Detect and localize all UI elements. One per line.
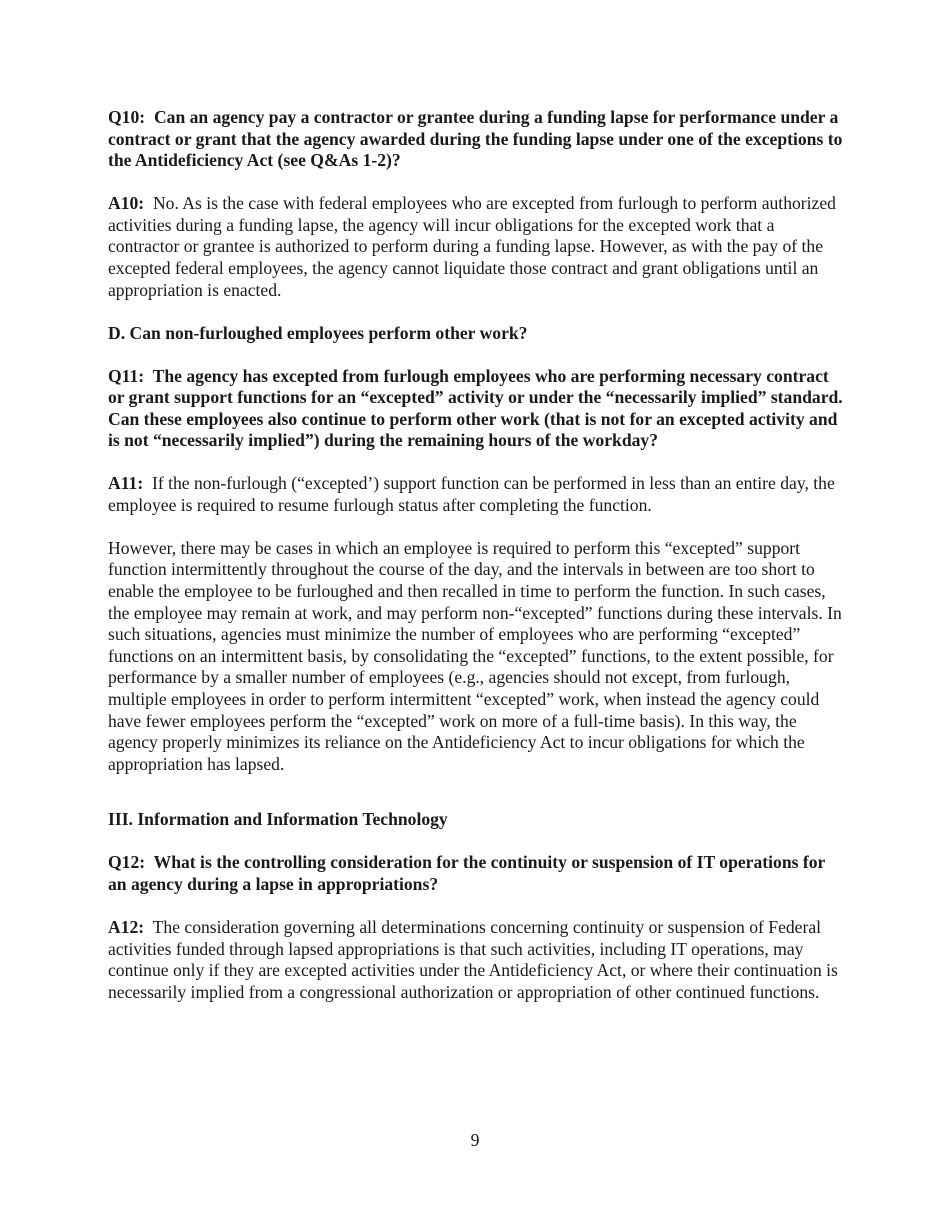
question-q12 — [108, 852, 844, 895]
section-heading-iii: III. Information and Information Technology — [108, 809, 448, 830]
answer-label: A12: — [108, 916, 145, 937]
question-q11 — [108, 366, 844, 452]
answer-text: The consideration governing all determinations concerning continuity or suspension of Federal activities funded through lapsed appropriations is that such activities, including IT operations, may continue only if they are excepted activities under the Antideficiency Act, or where their continuation is necessarily implied from a congressional authorization or appropriation of other continued functions. — [108, 916, 838, 1002]
answer-a11-paragraph-2: However, there may be cases in which an employee is required to perform this “excepted” support function intermittently throughout the course of the day, and the intervals in between are too short to enable the employee to be furloughed and then recalled in time to perform the function. In such cases, the employee may remain at work, and may perform non-“excepted” functions during these intervals. In such situations, agencies must minimize the number of employees who are performing “excepted” functions on an intermittent basis, by consolidating the “excepted” functions, to the extent possible, for performance by a smaller number of employees (e.g., agencies should not except, from furlough, multiple employees in order to perform intermittent “excepted” work, when instead the agency could have fewer employees perform the “excepted” work on more of a full-time basis). In this way, the agency properly minimizes its reliance on the Antideficiency Act to incur obligations for which the appropriation has lapsed. — [108, 537, 842, 774]
answer-a10 — [108, 193, 844, 301]
page-number: 9 — [470, 1130, 480, 1150]
section-heading-d: D. Can non-furloughed employees perform other work? — [108, 322, 528, 343]
question-q10 — [108, 107, 844, 172]
question-text: Can an agency pay a contractor or grantee during a funding lapse for performance under a contract or grant that the agency awarded during the funding lapse under one of the exceptions to the Antideficiency Act (see Q&As 1-2)? — [108, 107, 843, 171]
question-label: Q11: — [108, 365, 145, 386]
question-label: Q12: — [108, 852, 146, 873]
answer-a12 — [108, 917, 844, 1003]
answer-text: If the non-furlough (“excepted’) support function can be performed in less than an entire day, the employee is required to resume furlough status after completing the function. — [108, 473, 835, 515]
question-label: Q10: — [108, 107, 146, 127]
question-text: What is the controlling consideration for the continuity or suspension of IT operations for an agency during a lapse in appropriations? — [108, 852, 826, 894]
answer-label: A10: — [108, 193, 145, 214]
answer-label: A11: — [108, 473, 144, 494]
question-text: The agency has excepted from furlough employees who are performing necessary contract or grant support functions for an “excepted” activity or under the “necessarily implied” standard. Can these employees also continue to perform other work (that is not for an excepted activity and is not “necessarily implied”) during the remaining hours of the workday? — [108, 365, 843, 451]
document-page — [108, 107, 844, 1025]
answer-text: No. As is the case with federal employees who are excepted from furlough to perform authorized activities during a funding lapse, the agency will incur obligations for the excepted work that a contractor or grantee is authorized to perform during a funding lapse. However, as with the pay of the excepted federal employees, the agency cannot liquidate those contract and grant obligations until an appropriation is enacted. — [108, 193, 836, 300]
answer-a11 — [108, 473, 844, 516]
